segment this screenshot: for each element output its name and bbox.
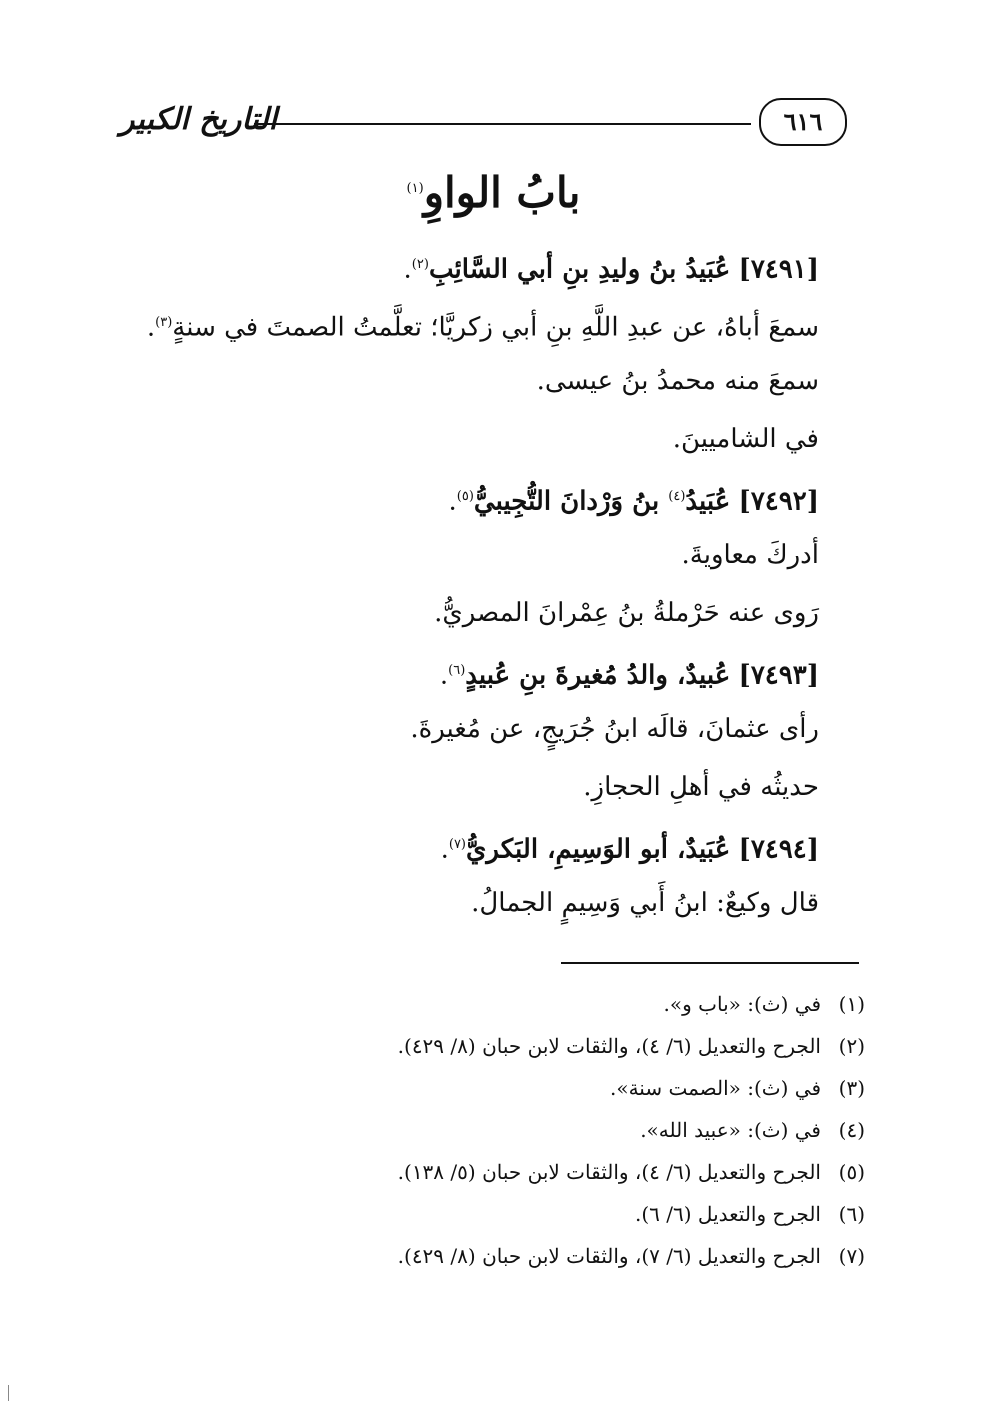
entry-number: [٧٤٩٤] — [738, 834, 819, 865]
chapter-title-text: بابُ الواوِ — [423, 168, 581, 217]
footnote-text: الجرح والتعديل (٦/ ٤)، والثقات لابن حبان (٥/ ١٣٨). — [397, 1160, 821, 1184]
footnote-ref: (٥) — [456, 489, 474, 504]
entry-7491 — [119, 236, 819, 294]
chapter-title — [0, 168, 987, 217]
running-title: التاريخ الكبير — [120, 102, 278, 137]
footnote — [105, 1151, 865, 1193]
footnote-number: (٤) — [838, 1118, 865, 1142]
page-header — [120, 96, 847, 146]
footnote-ref: (٢) — [411, 257, 429, 272]
text-line: رأى عثمانَ، قالَه ابنُ جُرَيجٍ، عن مُغيرةَ. — [410, 714, 819, 744]
footnote — [105, 1109, 865, 1151]
footnote — [105, 1235, 865, 1277]
footnote — [105, 1067, 865, 1109]
entry-name-rest: بنُ وَرْدانَ التُّجِيبيُّ — [473, 486, 669, 517]
line-end: . — [448, 486, 457, 517]
footnote — [105, 1193, 865, 1235]
entry-7494 — [119, 816, 819, 874]
footnote-number: (٢) — [838, 1034, 865, 1058]
header-rule — [254, 123, 751, 125]
chapter-footnote-ref: (١) — [406, 181, 424, 196]
entry-number: [٧٤٩١] — [738, 254, 819, 285]
line-end: . — [146, 312, 156, 343]
text-line — [119, 294, 819, 352]
footnote — [105, 983, 865, 1025]
footnote-text: الجرح والتعديل (٦/ ٤)، والثقات لابن حبان (٨/ ٤٢٩). — [397, 1034, 821, 1058]
footnote-separator — [561, 962, 859, 964]
entry-7492 — [119, 468, 819, 526]
footnote-ref: (٤) — [668, 489, 686, 504]
footnote-text: في (ث): «عبيد الله». — [640, 1118, 821, 1142]
text-line: أدركَ معاويةَ. — [681, 540, 819, 570]
footnote-number: (٥) — [838, 1160, 865, 1184]
line-text: سمعَ أباهُ، عن عبدِ اللَّهِ بنِ أبي زكريَّا؛ تعلَّمتُ الصمتَ في سنةٍ — [172, 312, 819, 343]
entry-number: [٧٤٩٢] — [738, 486, 819, 517]
text-line: قال وكيعٌ: ابنُ أَبي وَسِيمٍ الجمالُ. — [471, 888, 819, 918]
footnote-text: في (ث): «الصمت سنة». — [609, 1076, 821, 1100]
footnote-ref: (٦) — [448, 663, 466, 678]
footnote-number: (٦) — [838, 1202, 865, 1226]
text-line: سمعَ منه محمدُ بنُ عيسى. — [536, 366, 819, 396]
footnote-ref: (٧) — [448, 837, 466, 852]
footnote-number: (٧) — [838, 1244, 865, 1268]
entry-name: عُبَيدٌ، أبو الوَسِيمِ، البَكريُّ — [466, 834, 731, 865]
line-end: . — [440, 834, 449, 865]
scan-edge-mark — [8, 1385, 9, 1401]
footnote-number: (١) — [838, 992, 865, 1016]
text-line: في الشاميينَ. — [672, 424, 819, 454]
footnote-text: في (ث): «باب و». — [663, 992, 821, 1016]
line-end: . — [439, 660, 449, 691]
footnote-ref: (٣) — [155, 315, 173, 330]
line-end: . — [403, 254, 412, 285]
footnote — [105, 1025, 865, 1067]
entry-number: [٧٤٩٣] — [738, 660, 819, 691]
text-line: رَوى عنه حَرْملةُ بنُ عِمْرانَ المصريُّ. — [434, 598, 819, 628]
entry-name: عُبَيدُ — [685, 486, 731, 517]
footnote-number: (٣) — [838, 1076, 865, 1100]
footnote-text: الجرح والتعديل (٦/ ٧)، والثقات لابن حبان (٨/ ٤٢٩). — [397, 1244, 821, 1268]
page-number: ٦١٦ — [759, 98, 847, 146]
entry-name: عُبَيدُ بنُ وليدِ بنِ أبي السَّائِبِ — [428, 254, 731, 285]
footnote-text: الجرح والتعديل (٦/ ٦). — [634, 1202, 821, 1226]
body-text — [119, 236, 819, 932]
footnotes — [105, 983, 865, 1277]
entry-name: عُبيدٌ، والدُ مُغيرةَ بنِ عُبيدٍ — [465, 660, 731, 691]
text-line: حديثُه في أهلِ الحجازِ. — [583, 772, 819, 802]
entry-7493 — [119, 642, 819, 700]
